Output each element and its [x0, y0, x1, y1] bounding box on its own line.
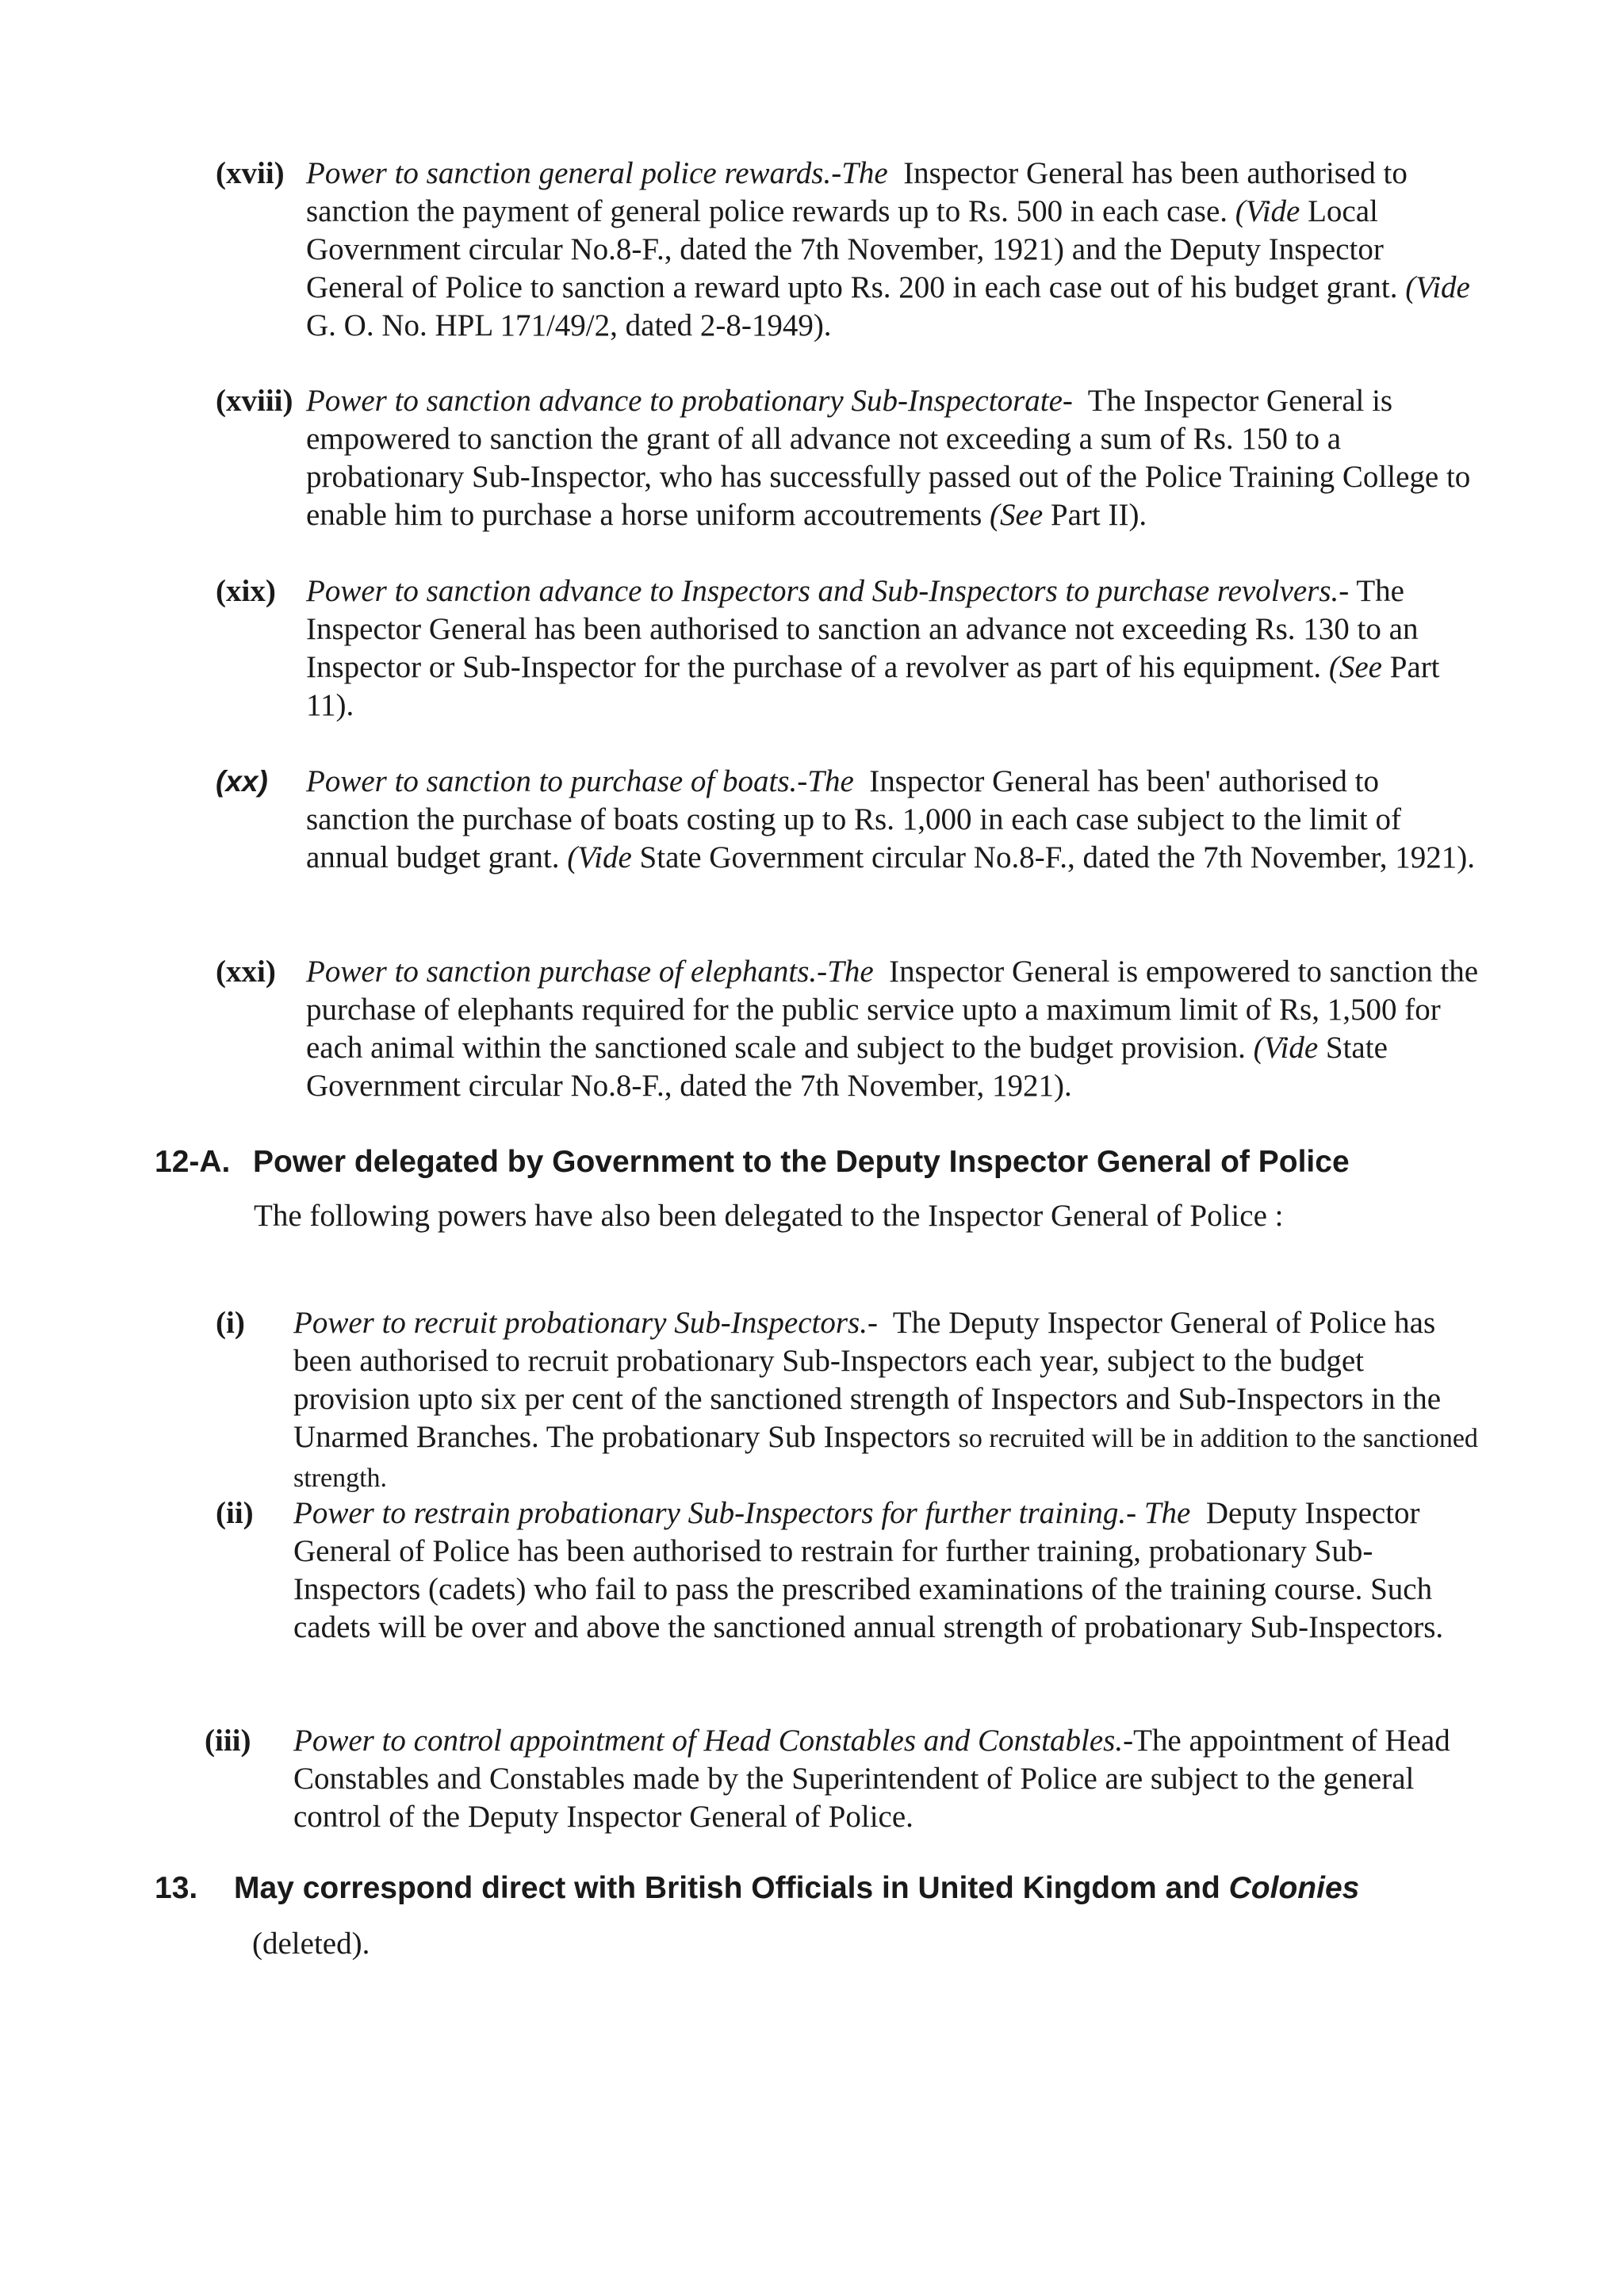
clause-body	[306, 155, 1488, 345]
clause-text: so recruited will be in addition to the sanctioned strength.	[293, 1424, 1478, 1493]
clause-text: State Government circular No.8-F., dated the 7th November, 1921).	[306, 1031, 1388, 1103]
clause-text: Inspector General has been' authorised to sanction the purchase of boats costing up to Rs. 1,000 in each case subject to the limit of annual budget grant.	[306, 764, 1401, 874]
clause-title: Power to sanction advance to Inspectors and Sub-Inspectors to purchase revolvers.-	[306, 574, 1350, 608]
clause-body	[306, 382, 1488, 534]
clause-text: The Inspector General has been authorised to sanction an advance not exceeding Rs. 130 to an Inspector or Sub-Inspector for the purchase of a revolver as part of his equipment.	[306, 574, 1419, 684]
clause-text: The Inspector General is empowered to sanction the grant of all advance not exceeding a sum of Rs. 150 to a probationary Sub-Inspector, who has successfully passed out of the Police Training College to enable him to purchase a horse uniform accoutrements	[306, 384, 1471, 532]
section-13-heading	[155, 1869, 1359, 1908]
clause-number: (xix)	[216, 574, 276, 608]
clause-ref: (Vide	[1235, 194, 1300, 228]
section-title	[234, 1869, 1359, 1908]
clause-text: Inspector General has been authorised to sanction the payment of general police rewards up to Rs. 500 in each case.	[306, 156, 1408, 228]
clause-text: Part 11).	[306, 650, 1440, 722]
clause-body	[293, 1722, 1483, 1836]
clause-ref: (Vide	[567, 840, 632, 874]
clause-title: Power to sanction advance to probationary Sub-Inspectorate-	[306, 384, 1073, 418]
clause-title: Power to control appointment of Head Constables and Constables.-	[293, 1724, 1134, 1758]
clause-text: Local Government circular No.8-F., dated the 7th November, 1921) and the Deputy Inspector General of Police to sanction a reward upto Rs. 200 in each case out of his budget grant.	[306, 194, 1398, 304]
clause-title: Power to sanction purchase of elephants.-The	[306, 955, 874, 989]
clause-text: The Deputy Inspector General of Police has been authorised to recruit probationary Sub-Inspectors each year, subject to the budget provision upto six per cent of the sanctioned strength of Inspectors and Sub-Inspectors in the Unarmed Branches. The probationary Sub Inspectors	[293, 1306, 1442, 1454]
clause-body	[306, 953, 1488, 1105]
clause-text: Deputy Inspector General of Police has been authorised to restrain for further training, probationary Sub-Inspectors (cadets) who fail to pass the prescribed examinations of the training course. Such cadets will be over and above the sanctioned annual strength of probationary Sub-Inspectors.	[293, 1496, 1444, 1644]
clause-body	[306, 572, 1488, 725]
clause-title: Power to sanction general police rewards.-The	[306, 156, 888, 190]
clause-text: G. O. No. HPL 171/49/2, dated 2-8-1949).	[306, 308, 832, 342]
clause-ref: (See	[990, 498, 1044, 532]
clause-number: (iii)	[205, 1724, 251, 1758]
clause-ref: (See	[1328, 650, 1382, 684]
section-13-note	[252, 1925, 370, 1963]
section-number: 13.	[155, 1871, 198, 1905]
section-12a-intro	[254, 1197, 1475, 1235]
clause-title: Power to recruit probationary Sub-Inspectors.-	[293, 1306, 878, 1340]
clause-text: Part II).	[1050, 498, 1147, 532]
section-title-text: May correspond direct with British Officials in United Kingdom and	[234, 1871, 1220, 1905]
section-12a-heading	[155, 1143, 1350, 1181]
clause-ref: (Vide	[1405, 270, 1470, 304]
section-title: Power delegated by Government to the Deputy Inspector General of Police	[253, 1145, 1350, 1179]
clause-ref: (Vide	[1253, 1031, 1319, 1065]
clause-body	[306, 763, 1488, 877]
clause-text: The appointment of Head Constables and Constables made by the Superintendent of Police are subject to the general control of the Deputy Inspector General of Police.	[293, 1724, 1450, 1834]
clause-number: (xxi)	[216, 955, 276, 989]
clause-number: (i)	[216, 1306, 245, 1340]
clause-body	[293, 1304, 1483, 1498]
clause-number: (xx)	[216, 765, 268, 798]
section-intro-text: The following powers have also been delegated to the Inspector General of Police :	[254, 1199, 1284, 1233]
clause-title: Power to restrain probationary Sub-Inspectors for further training.- The	[293, 1496, 1191, 1530]
section-number: 12-A.	[155, 1145, 231, 1179]
clause-body	[293, 1494, 1483, 1647]
clause-title: Power to sanction to purchase of boats.-The	[306, 764, 854, 798]
clause-number: (xviii)	[216, 384, 293, 418]
clause-number: (xvii)	[216, 156, 285, 190]
section-title-italic: Colonies	[1228, 1871, 1360, 1905]
clause-text: State Government circular No.8-F., dated the 7th November, 1921).	[639, 840, 1475, 874]
deleted-note: (deleted).	[252, 1927, 370, 1961]
clause-text: Inspector General is empowered to sanction the purchase of elephants required for the public service upto a maximum limit of Rs, 1,500 for each animal within the sanctioned scale and subject to the budget provision.	[306, 955, 1479, 1065]
clause-number: (ii)	[216, 1496, 254, 1530]
